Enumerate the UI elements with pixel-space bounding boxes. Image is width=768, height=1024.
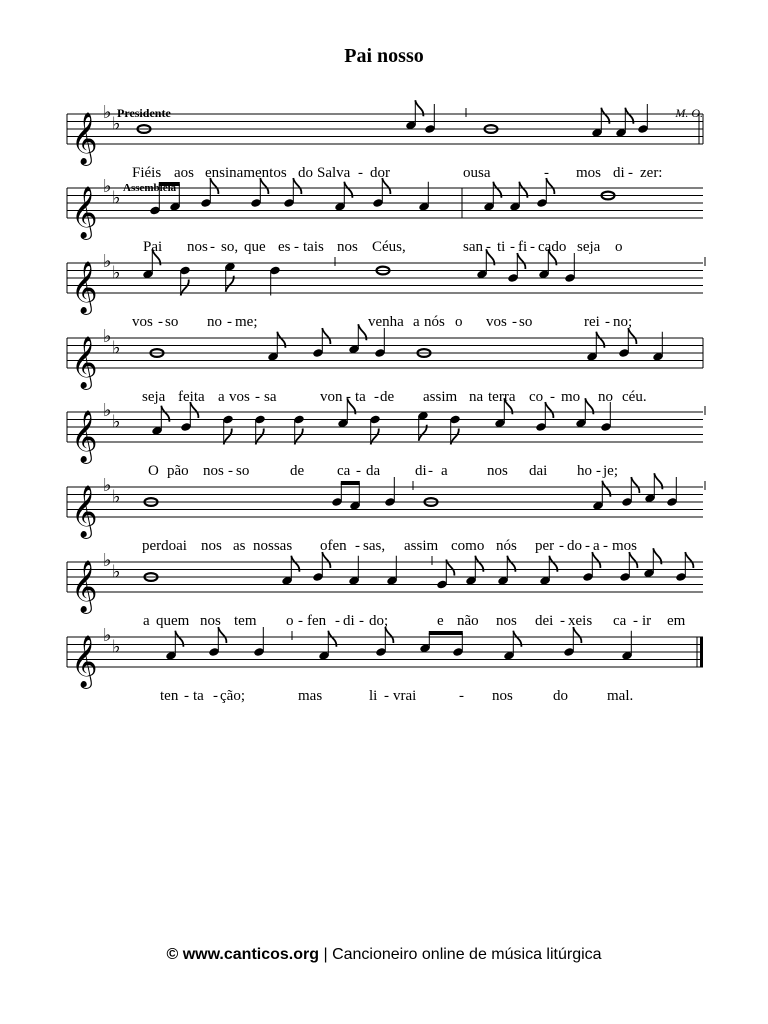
lyric-syllable: tais <box>303 239 324 255</box>
note <box>334 182 352 212</box>
lyric-syllable: ti <box>497 239 506 255</box>
note-flag <box>322 328 330 344</box>
note <box>497 556 515 586</box>
note-flag <box>385 627 393 643</box>
lyric-syllable: nos <box>337 239 358 255</box>
lyric-syllable: vrai <box>393 688 417 704</box>
lyric-syllable: - <box>228 463 233 479</box>
note <box>582 552 600 582</box>
flat-key-signature-icon: ♭ <box>103 251 112 271</box>
lyric-syllable: tem <box>234 613 257 629</box>
lyric-syllable: - <box>294 239 299 255</box>
lyric-syllable: do <box>567 538 582 554</box>
note <box>312 552 330 582</box>
note <box>312 328 330 358</box>
lyric-syllable: de <box>290 463 305 479</box>
system-8 <box>67 625 703 704</box>
lyric-syllable: - <box>486 239 491 255</box>
lyric-syllable: do <box>553 688 568 704</box>
lyric-syllable: as <box>233 538 246 554</box>
note <box>507 253 525 283</box>
note-flag <box>629 552 637 568</box>
lyric-syllable: - <box>560 613 565 629</box>
note <box>539 556 557 586</box>
note <box>586 332 604 362</box>
lyric-syllable: von <box>320 389 343 405</box>
note-flag <box>592 552 600 568</box>
note <box>449 415 461 445</box>
lyric-syllable: de <box>380 389 395 405</box>
lyric-syllable: quem <box>156 613 190 629</box>
lyric-syllable: fen <box>307 613 327 629</box>
treble-clef-icon: 𝄞 <box>71 486 98 536</box>
lyric-syllable: céu. <box>622 389 647 405</box>
lyric-syllable: - <box>530 239 535 255</box>
flat-key-signature-icon: ♭ <box>112 561 121 582</box>
flat-key-signature-icon: ♭ <box>103 625 112 645</box>
lyric-syllable: perdoai <box>142 538 187 554</box>
lyric-syllable: - <box>298 613 303 629</box>
note <box>615 108 633 138</box>
note-flag <box>322 552 330 568</box>
note <box>165 631 183 661</box>
lyric-syllable: - <box>346 389 351 405</box>
note <box>200 178 218 208</box>
lyric-syllable: - <box>550 389 555 405</box>
footer <box>0 946 768 964</box>
lyric-syllable: na <box>469 389 484 405</box>
note <box>637 104 649 134</box>
treble-clef-icon: 𝄞 <box>71 113 98 163</box>
note <box>600 402 612 432</box>
footer-separator: | <box>319 946 333 963</box>
lyric-syllable: dor <box>370 165 390 181</box>
lyric-syllable: não <box>457 613 479 629</box>
lyric-syllable: - <box>335 613 340 629</box>
flat-key-signature-icon: ♭ <box>103 102 112 122</box>
lyric-syllable: assim <box>423 389 458 405</box>
note <box>619 552 637 582</box>
lyric-syllable: nos <box>203 463 224 479</box>
lyric-syllable: seja <box>142 389 166 405</box>
lyric-syllable: - <box>184 688 189 704</box>
lyric-syllable: - <box>596 463 601 479</box>
lyric-syllable: - <box>633 613 638 629</box>
note <box>405 100 423 130</box>
treble-clef-icon: 𝄞 <box>71 337 98 387</box>
lyric-syllable: ca <box>337 463 351 479</box>
lyric-syllable: - <box>512 314 517 330</box>
lyric-syllable: O <box>148 463 159 479</box>
lyric-syllable: - <box>628 165 633 181</box>
footer-site[interactable]: © www.canticos.org <box>166 946 320 963</box>
lyric-syllable: o <box>455 314 463 330</box>
lyric-syllable: - <box>459 688 464 704</box>
lyric-syllable: que <box>244 239 266 255</box>
lyric-syllable: - <box>158 314 163 330</box>
lyric-syllable: - <box>559 538 564 554</box>
note <box>564 253 576 283</box>
lyric-syllable: nos <box>492 688 513 704</box>
note <box>253 627 265 657</box>
note <box>592 481 610 511</box>
note-flag <box>573 627 581 643</box>
lyric-syllable: sa <box>264 389 277 405</box>
treble-clef-icon: 𝄞 <box>71 636 98 686</box>
note <box>375 627 393 657</box>
note <box>179 266 191 296</box>
lyric-syllable: a <box>143 613 150 629</box>
lyric-syllable: - <box>384 688 389 704</box>
label-assembleia: Assembleia <box>123 182 177 194</box>
note <box>503 631 521 661</box>
lyric-syllable: - <box>374 389 379 405</box>
flat-key-signature-icon: ♭ <box>103 475 112 495</box>
flat-key-signature-icon: ♭ <box>103 326 112 346</box>
lyric-syllable: - <box>356 463 361 479</box>
note <box>386 556 398 586</box>
note <box>369 415 381 445</box>
lyric-syllable: Salva <box>317 165 351 181</box>
label-presidente: Presidente <box>117 106 171 120</box>
lyric-syllable: do <box>298 165 313 181</box>
lyric-syllable: assim <box>404 538 439 554</box>
note <box>374 328 386 358</box>
system-6 <box>67 473 705 554</box>
lyric-syllable: - <box>359 613 364 629</box>
note <box>618 328 636 358</box>
lyric-syllable: nossas <box>253 538 293 554</box>
note <box>675 552 693 582</box>
flat-key-signature-icon: ♭ <box>103 550 112 570</box>
flat-key-signature-icon: ♭ <box>103 176 112 196</box>
system-4 <box>67 324 703 405</box>
lyric-syllable: per <box>535 538 555 554</box>
lyric-syllable: - <box>355 538 360 554</box>
system-2 <box>67 176 703 255</box>
treble-clef-icon: 𝄞 <box>71 187 98 237</box>
note <box>424 104 436 134</box>
lyric-syllable: ousa <box>463 165 491 181</box>
lyric-syllable: dei <box>535 613 554 629</box>
lyric-syllable: - <box>585 538 590 554</box>
lyric-syllable: - <box>358 165 363 181</box>
lyric-syllable: ho <box>577 463 592 479</box>
lyric-syllable: vos <box>486 314 507 330</box>
lyric-syllable: - <box>255 389 260 405</box>
lyric-syllable: san <box>463 239 483 255</box>
note <box>224 262 236 292</box>
lyric-syllable: do; <box>369 613 389 629</box>
lyric-syllable: nós <box>496 538 517 554</box>
composer-credit: M. O. <box>675 106 703 120</box>
lyric-syllable: so <box>236 463 250 479</box>
lyric-syllable: Pai <box>143 239 163 255</box>
note <box>267 332 285 362</box>
flat-key-signature-icon: ♭ <box>112 262 121 283</box>
lyric-syllable: ca <box>613 613 627 629</box>
lyric-syllable: - <box>544 165 549 181</box>
lyric-syllable: mos <box>576 165 602 181</box>
note <box>535 402 553 432</box>
flat-key-signature-icon: ♭ <box>112 486 121 507</box>
lyric-syllable: ir <box>642 613 652 629</box>
lyric-syllable: da <box>366 463 381 479</box>
note <box>591 108 609 138</box>
treble-clef-icon: 𝄞 <box>71 411 98 461</box>
note <box>417 411 429 441</box>
note <box>222 415 234 445</box>
lyric-syllable: ten <box>160 688 179 704</box>
note <box>644 473 662 503</box>
lyric-syllable: fi <box>518 239 528 255</box>
lyric-syllable: Fiéis <box>132 165 162 181</box>
lyric-syllable: ta <box>193 688 204 704</box>
lyric-syllable: e <box>437 613 444 629</box>
flat-key-signature-icon: ♭ <box>112 636 121 657</box>
lyric-syllable: - <box>213 688 218 704</box>
lyric-syllable: no <box>207 314 222 330</box>
lyric-syllable: - <box>227 314 232 330</box>
note <box>436 560 454 590</box>
note <box>348 556 360 586</box>
lyric-syllable: nós <box>424 314 445 330</box>
system-7 <box>67 548 703 629</box>
lyric-syllable: vos <box>132 314 153 330</box>
note <box>643 548 661 578</box>
lyric-syllable: como <box>451 538 485 554</box>
lyric-syllable: ção; <box>220 688 245 704</box>
lyric-syllable: rei <box>584 314 600 330</box>
note <box>254 415 266 445</box>
page-title: Pai nosso <box>344 45 424 67</box>
note <box>151 406 169 436</box>
lyric-syllable: mas <box>298 688 323 704</box>
lyric-syllable: - <box>603 538 608 554</box>
lyric-syllable: a <box>413 314 420 330</box>
lyric-syllable: a <box>441 463 448 479</box>
lyric-syllable: nos <box>200 613 221 629</box>
lyric-syllable: nos <box>187 239 208 255</box>
note <box>208 627 226 657</box>
lyric-syllable: mos <box>612 538 638 554</box>
flat-key-signature-icon: ♭ <box>112 187 121 208</box>
lyric-syllable: nos <box>496 613 517 629</box>
lyric-syllable: ofen <box>320 538 347 554</box>
note <box>348 324 366 354</box>
lyric-syllable: di <box>343 613 355 629</box>
lyric-syllable: di <box>415 463 427 479</box>
lyric-syllable: mal. <box>607 688 634 704</box>
note <box>666 477 678 507</box>
note <box>465 556 483 586</box>
note <box>281 556 299 586</box>
system-3 <box>67 249 705 330</box>
lyric-syllable: so <box>165 314 179 330</box>
lyric-syllable: co <box>529 389 544 405</box>
lyric-syllable: venha <box>368 314 404 330</box>
lyric-syllable: - <box>428 463 433 479</box>
note <box>318 631 336 661</box>
note <box>384 477 396 507</box>
treble-clef-icon: 𝄞 <box>71 262 98 312</box>
lyric-syllable: Céus, <box>372 239 406 255</box>
note-flag <box>685 552 693 568</box>
note <box>621 477 639 507</box>
lyric-syllable: no <box>598 389 613 405</box>
note <box>372 178 390 208</box>
note <box>250 178 268 208</box>
lyric-syllable: a <box>218 389 225 405</box>
lyric-syllable: dai <box>529 463 548 479</box>
flat-key-signature-icon: ♭ <box>103 400 112 420</box>
lyric-syllable: pão <box>167 463 189 479</box>
note <box>269 266 281 296</box>
note <box>621 631 633 661</box>
lyric-syllable: es <box>278 239 291 255</box>
note-flag <box>631 477 639 493</box>
lyric-syllable: em <box>667 613 686 629</box>
note-flag <box>546 178 554 194</box>
lyric-syllable: di <box>613 165 625 181</box>
lyric-syllable: aos <box>174 165 194 181</box>
lyric-syllable: seja <box>577 239 601 255</box>
lyric-syllable: - <box>210 239 215 255</box>
lyric-syllable: zer: <box>640 165 663 181</box>
flat-key-signature-icon: ♭ <box>112 337 121 358</box>
flat-key-signature-icon: ♭ <box>112 411 121 432</box>
lyric-syllable: cado <box>538 239 567 255</box>
lyric-syllable: ta <box>355 389 366 405</box>
note-flag <box>218 627 226 643</box>
lyric-syllable: ensinamentos <box>205 165 287 181</box>
note <box>418 182 430 212</box>
lyric-syllable: li <box>369 688 378 704</box>
lyric-syllable: so, <box>221 239 239 255</box>
lyric-syllable: o <box>615 239 623 255</box>
lyric-syllable: nos <box>487 463 508 479</box>
note <box>483 182 501 212</box>
flat-key-signature-icon: ♭ <box>112 113 121 134</box>
lyric-syllable: - <box>605 314 610 330</box>
note <box>536 178 554 208</box>
lyric-syllable: nos <box>201 538 222 554</box>
note <box>180 402 198 432</box>
note <box>293 415 305 445</box>
lyric-syllable: me; <box>235 314 258 330</box>
lyric-syllable: o <box>286 613 294 629</box>
lyric-syllable: feita <box>178 389 205 405</box>
lyric-syllable: a <box>593 538 600 554</box>
system-5 <box>67 398 705 479</box>
note <box>419 633 431 653</box>
lyric-syllable: vos <box>229 389 250 405</box>
note <box>283 178 301 208</box>
footer-description: Cancioneiro online de música litúrgica <box>332 946 602 963</box>
lyric-syllable: terra <box>488 389 516 405</box>
note <box>652 332 664 362</box>
lyric-syllable: no; <box>613 314 633 330</box>
note-flag <box>628 328 636 344</box>
note-flag <box>517 253 525 269</box>
lyric-syllable: je; <box>603 463 618 479</box>
lyric-syllable: sas, <box>363 538 386 554</box>
lyric-syllable: so <box>519 314 533 330</box>
lyric-syllable: - <box>510 239 515 255</box>
lyric-syllable: xeis <box>568 613 593 629</box>
note <box>563 627 581 657</box>
note <box>509 182 527 212</box>
treble-clef-icon: 𝄞 <box>71 561 98 611</box>
lyric-syllable: mo <box>561 389 581 405</box>
